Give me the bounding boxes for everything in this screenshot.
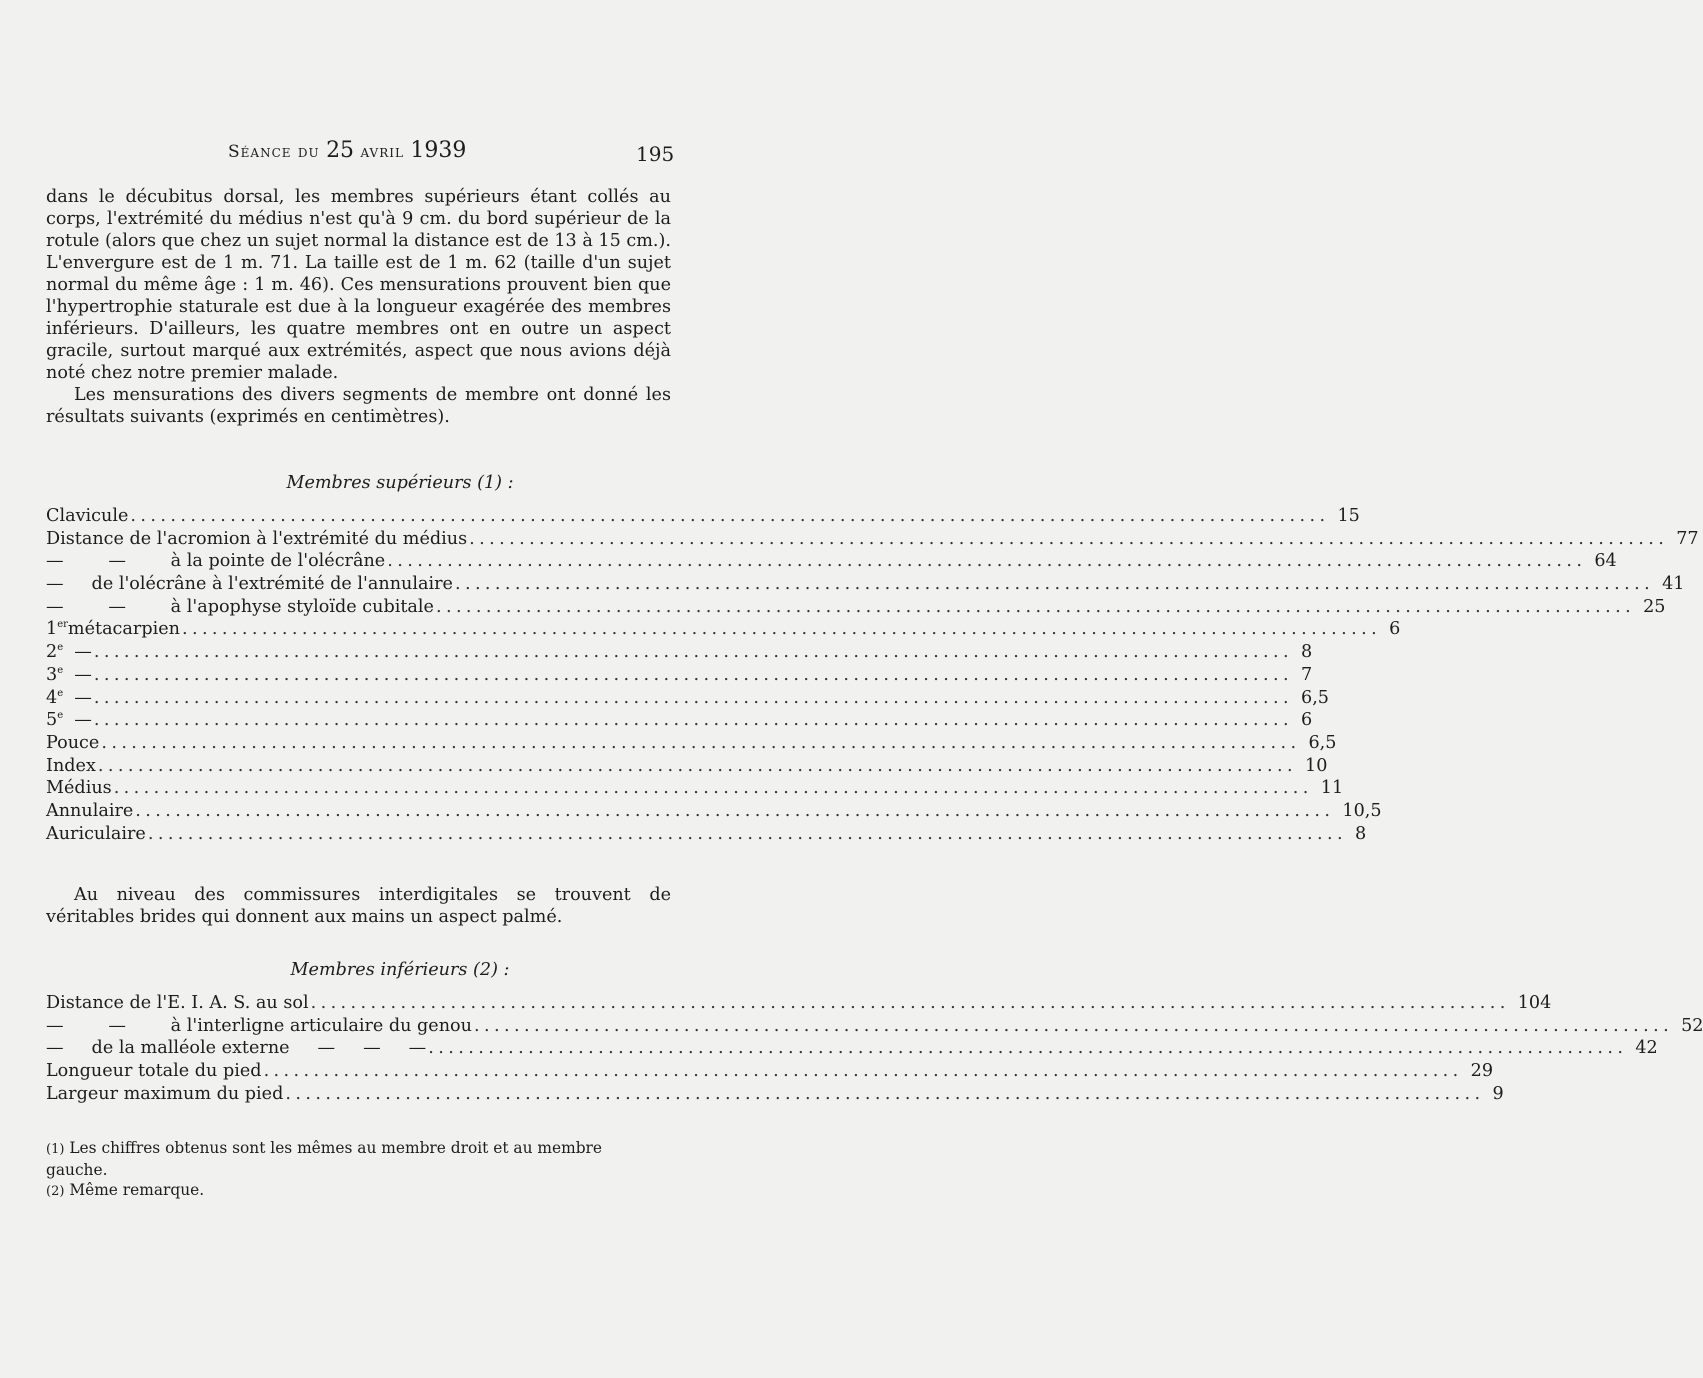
row-label: Largeur maximum du pied	[46, 1083, 284, 1104]
upper-limbs-table	[46, 505, 1699, 845]
row-value: 9	[1492, 1083, 1504, 1104]
row-label: Médius	[46, 778, 112, 799]
page-number: 195	[636, 142, 675, 166]
dot-leader: ........................................................................................................................	[473, 1015, 1674, 1036]
row-value: 8	[1354, 823, 1367, 844]
row-label: Distance de l'acromion à l'extrémité du médius	[46, 528, 468, 549]
dot-leader: ........................................................................................................................	[97, 755, 1297, 776]
row-value: 11	[1320, 778, 1344, 799]
dot-leader: ........................................................................................................................	[93, 664, 1294, 685]
dot-leader: ........................................................................................................................	[101, 732, 1301, 753]
table-row	[46, 596, 1666, 619]
dot-leader: ........................................................................................................................	[387, 551, 1587, 572]
footnote	[46, 1180, 658, 1202]
row-value: 29	[1470, 1061, 1494, 1082]
dot-leader: ........................................................................................................................	[130, 506, 1330, 526]
row-label: — — à l'apophyse styloïde cubitale	[46, 596, 434, 617]
lower-limbs-table	[46, 992, 1703, 1105]
paragraph: dans le décubitus dorsal, les membres supérieurs étant collés au corps, l'extrémité du médius n'est qu'à 9 cm. du bord supérieur de la rotule (alors que chez un sujet normal la distance est de 13 à 15 cm.). L'envergure est de 1 m. 71. La taille est de 1 m. 62 (taille d'un sujet normal du même âge : 1 m. 46). Ces mensurations prouvent bien que l'hypertrophie staturale est due à la longueur exagérée des membres inférieurs. D'ailleurs, les quatre membres ont en outre un aspect gracile, surtout marqué aux extrémités, aspect que nous avions déjà noté chez notre premier malade.	[46, 187, 671, 383]
row-label: — — à la pointe de l'olécrâne	[46, 551, 386, 572]
table-row	[46, 709, 1313, 732]
table-row	[46, 1015, 1703, 1038]
row-label: 4e —	[46, 687, 92, 708]
row-value: 10	[1305, 755, 1328, 776]
row-label: 1ermétacarpien	[46, 619, 180, 640]
table-row	[46, 550, 1617, 573]
row-value: 6	[1389, 619, 1401, 640]
row-label: Annulaire	[46, 800, 134, 821]
dot-leader: ........................................................................................................................	[135, 800, 1335, 821]
row-value: 41	[1662, 574, 1685, 595]
table-row	[46, 755, 1328, 778]
row-value: 52	[1681, 1015, 1703, 1036]
dot-leader: ........................................................................................................................	[263, 1061, 1463, 1082]
table-row	[46, 992, 1552, 1015]
row-label: 5e —	[46, 710, 92, 731]
row-value: 6,5	[1308, 732, 1337, 753]
dot-leader: ........................................................................................................................	[310, 993, 1510, 1013]
dot-leader: ........................................................................................................................	[93, 642, 1294, 663]
dot-leader: ........................................................................................................................	[93, 687, 1294, 708]
row-value: 64	[1594, 551, 1617, 572]
table-row	[46, 687, 1329, 710]
table-row	[46, 528, 1699, 551]
row-label: 3e —	[46, 664, 92, 685]
dot-leader: ........................................................................................................................	[435, 596, 1636, 617]
lower-limbs-title: Membres inférieurs (2) :	[290, 960, 510, 980]
upper-limbs-title: Membres supérieurs (1) :	[286, 473, 514, 493]
table-row	[46, 641, 1313, 664]
row-value: 15	[1337, 506, 1360, 526]
row-value: 25	[1643, 596, 1666, 617]
table-row	[46, 573, 1685, 596]
running-title: Séance du 25 avril 1939	[228, 138, 467, 163]
row-label: — de l'olécrâne à l'extrémité de l'annulaire	[46, 574, 453, 595]
table-row	[46, 777, 1344, 800]
row-value: 7	[1301, 664, 1313, 685]
dot-leader: ........................................................................................................................	[113, 778, 1313, 799]
row-value: 6	[1301, 710, 1313, 731]
footnote	[46, 1138, 658, 1180]
table-row	[46, 800, 1382, 823]
row-label: 2e —	[46, 642, 92, 663]
row-label: Distance de l'E. I. A. S. au sol	[46, 993, 309, 1013]
dot-leader: ........................................................................................................................	[147, 823, 1347, 844]
row-value: 104	[1517, 993, 1552, 1013]
footnote-mark: (1)	[46, 1142, 65, 1157]
row-value: 42	[1635, 1038, 1658, 1059]
dot-leader: ........................................................................................................................	[469, 528, 1669, 549]
table-row	[46, 1083, 1504, 1106]
row-label: Pouce	[46, 732, 100, 753]
row-label: — de la malléole externe — — —	[46, 1038, 427, 1059]
table-row	[46, 505, 1360, 528]
dot-leader: ........................................................................................................................	[454, 574, 1655, 595]
paragraph: Les mensurations des divers segments de membre ont donné les résultats suivants (exprimés en centimètres).	[46, 385, 671, 427]
table-row	[46, 732, 1337, 755]
dot-leader: ........................................................................................................................	[285, 1083, 1485, 1104]
table-row	[46, 1037, 1658, 1060]
intro-text	[46, 186, 671, 428]
dot-leader: ........................................................................................................................	[428, 1038, 1628, 1059]
row-label: Clavicule	[46, 506, 129, 526]
dot-leader: ........................................................................................................................	[93, 710, 1294, 731]
table-row	[46, 618, 1401, 641]
row-value: 6,5	[1301, 687, 1329, 708]
table-row	[46, 664, 1313, 687]
row-label: Auriculaire	[46, 823, 146, 844]
row-value: 10,5	[1342, 800, 1382, 821]
footnote-mark: (2)	[46, 1184, 65, 1199]
dot-leader: ........................................................................................................................	[181, 619, 1382, 640]
row-label: Longueur totale du pied	[46, 1061, 262, 1082]
table-row	[46, 823, 1367, 846]
footnote-text: Même remarque.	[69, 1181, 205, 1199]
table-row	[46, 1060, 1494, 1083]
page-header	[0, 138, 800, 168]
footnote-text: Les chiffres obtenus sont les mêmes au membre droit et au membre gauche.	[46, 1139, 603, 1179]
row-label: — — à l'interligne articulaire du genou	[46, 1015, 472, 1036]
row-label: Index	[46, 755, 96, 776]
row-value: 77	[1676, 528, 1699, 549]
row-value: 8	[1301, 642, 1313, 663]
palm-paragraph: Au niveau des commissures interdigitales se trouvent de véritables brides qui donnent aux mains un aspect palmé.	[46, 885, 671, 927]
footnotes	[46, 1138, 658, 1202]
